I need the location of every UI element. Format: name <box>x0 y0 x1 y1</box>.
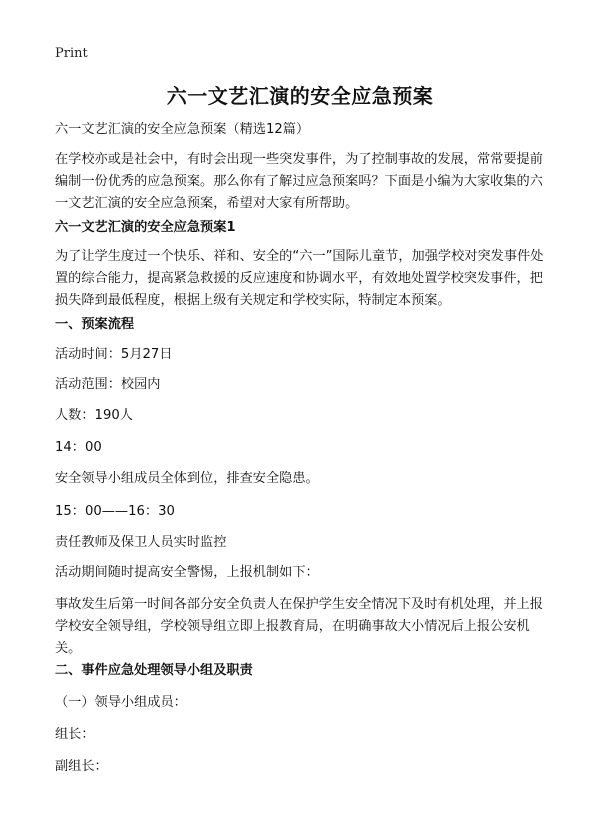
subtitle: 六一文艺汇演的安全应急预案（精选12篇） <box>55 122 310 137</box>
purpose-paragraph: 为了让学生度过一个快乐、祥和、安全的“六一”国际儿童节，加强学校对突发事件处置的综合能力，提高紧急救援的反应速度和协调水平，有效地处置学校突发事件，把损失降到最低程度，根据上级有关规定和学校实际，特制定本预案。 <box>55 249 544 308</box>
leader-label: 组长： <box>55 727 95 742</box>
time-slot-2: 15：00——16：30 <box>55 504 175 519</box>
time-slot-2-desc: 责任教师及保卫人员实时监控 <box>55 535 227 550</box>
print-link[interactable]: Print <box>55 46 88 61</box>
heading-leadership: 二、事件应急处理领导小组及职责 <box>55 663 253 678</box>
activity-scope: 活动范围：校园内 <box>55 377 161 392</box>
time-slot-1: 14：00 <box>55 440 102 455</box>
sub-heading-members: （一）领导小组成员： <box>55 695 187 710</box>
intro-paragraph: 在学校亦或是社会中，有时会出现一些突发事件，为了控制事故的发展，常常要提前编制一份优秀的应急预案。那么你有了解过应急预案吗？下面是小编为大家收集的六一文艺汇演的安全应急预案，希望对大家有所帮助。 <box>55 152 543 211</box>
section-heading: 六一文艺汇演的安全应急预案1 <box>55 220 236 235</box>
heading-process: 一、预案流程 <box>55 317 135 332</box>
time-slot-1-desc: 安全领导小组成员全体到位，排查安全隐患。 <box>55 471 319 486</box>
alert-mechanism: 活动期间随时提高安全警惕，上报机制如下： <box>55 565 319 580</box>
headcount: 人数：190人 <box>55 408 133 423</box>
report-process: 事故发生后第一时间各部分安全负责人在保护学生安全情况下及时有机处理，并上报学校安全领导组，学校领导组立即上报教育局，在明确事故大小情况后上报公安机关。 <box>55 597 543 656</box>
page-title: 六一文艺汇演的安全应急预案 <box>166 84 434 108</box>
deputy-leader-label: 副组长： <box>55 759 108 774</box>
activity-time: 活动时间：5月27日 <box>55 347 173 362</box>
